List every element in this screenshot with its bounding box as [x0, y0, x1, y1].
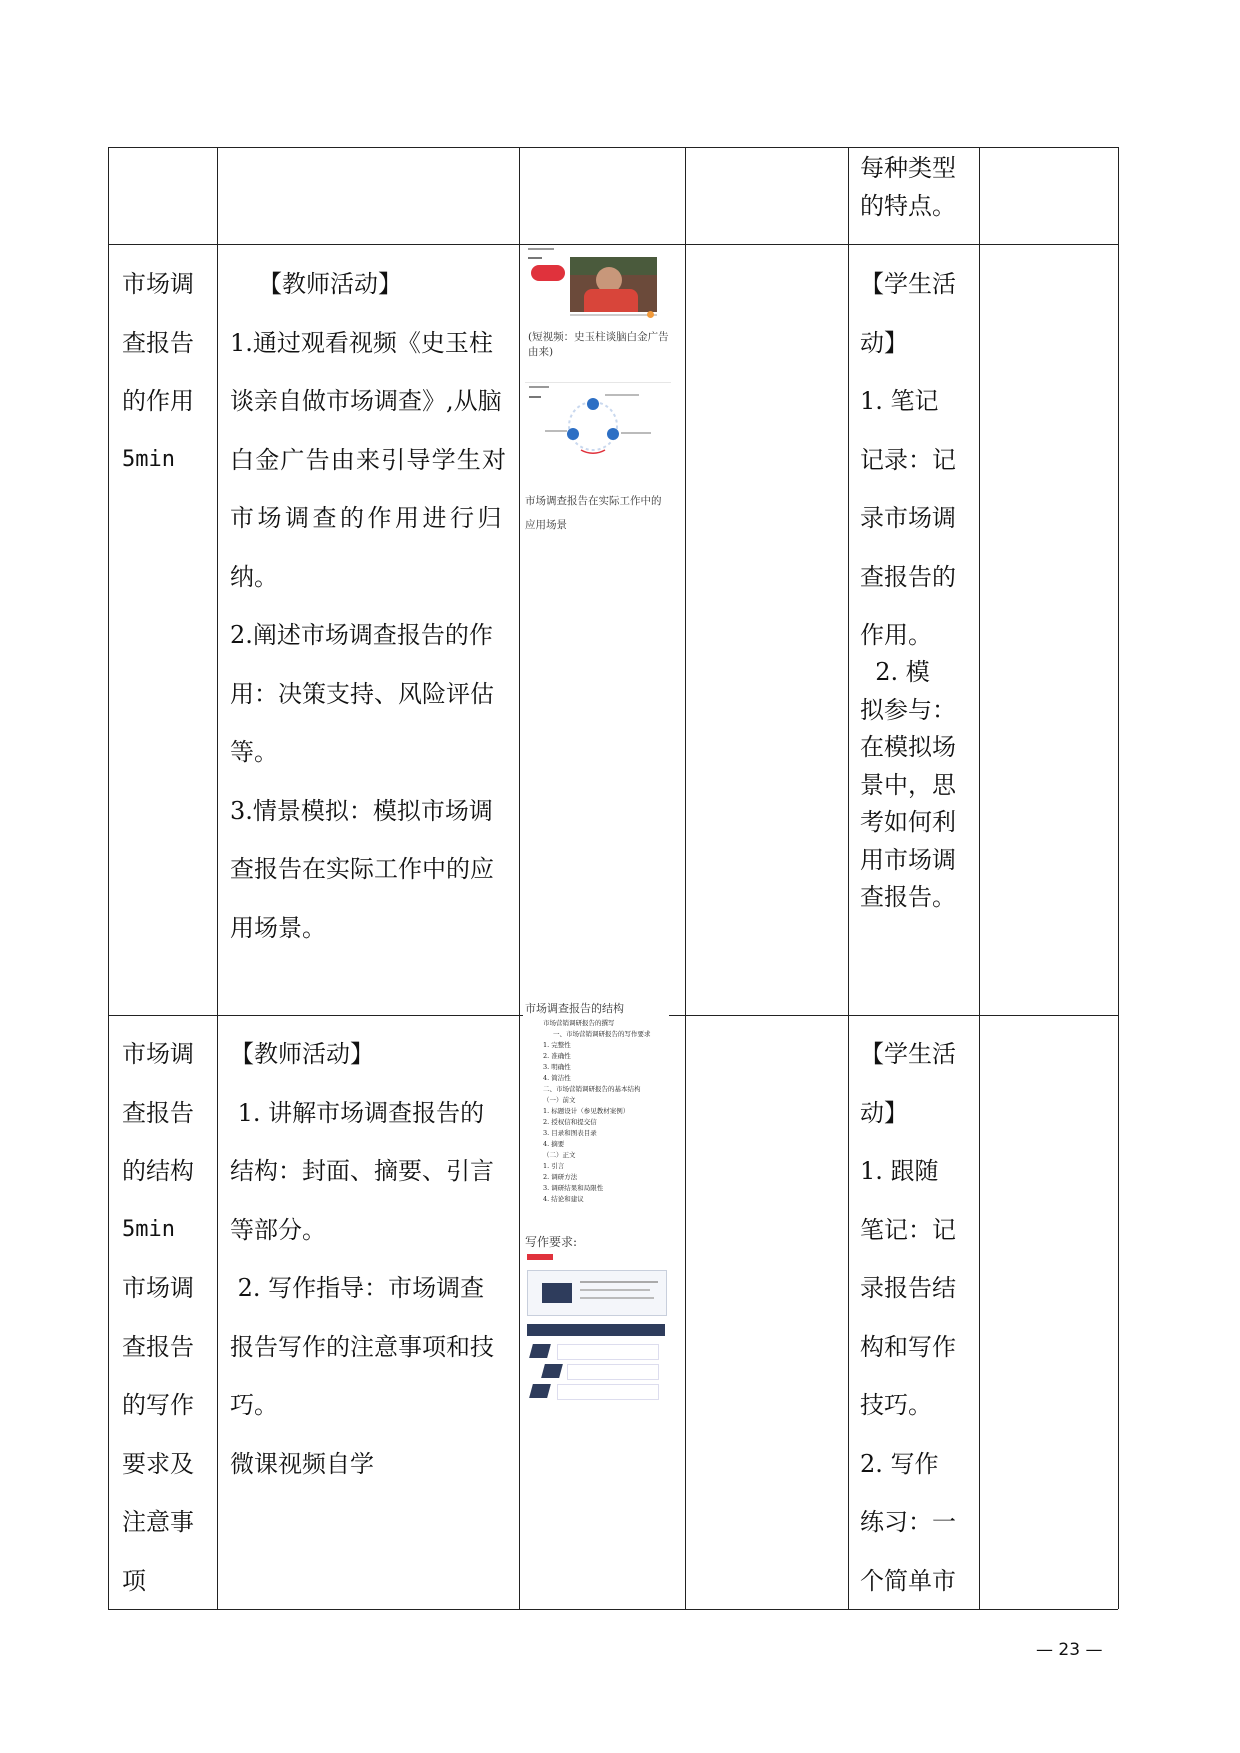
- text-line: 作用。: [860, 621, 932, 649]
- table-rule: [848, 147, 849, 1609]
- outline-line: 3. 明确性: [543, 1063, 571, 1071]
- text-line: 巧。: [230, 1391, 278, 1419]
- text-line: 构和写作: [860, 1332, 956, 1361]
- outline-line: 4. 结论和建议: [543, 1195, 584, 1203]
- text-line: 考如何利: [860, 808, 956, 836]
- writing-slide-thumbnail: [523, 1252, 669, 1402]
- text-line: 2. 模: [860, 658, 930, 686]
- text-line: 录报告结: [860, 1274, 956, 1302]
- text-line: 用场景。: [230, 913, 326, 942]
- text-line: 景中，思: [860, 770, 956, 799]
- structure-doc-thumbnail: [523, 1000, 669, 1218]
- outline-line: 2. 授权信和提交信: [543, 1118, 597, 1126]
- text-line: 查报告: [122, 328, 194, 357]
- text-line: 1. 笔记: [860, 387, 939, 415]
- caption-line: (短视频：史玉柱谈脑白金广告: [528, 331, 669, 343]
- student-activity-cell: [860, 150, 956, 225]
- text-line: 1. 讲解市场调查报告的: [230, 1098, 485, 1127]
- video-frame: [570, 257, 657, 312]
- outline-line: 1. 引言: [543, 1162, 565, 1170]
- outline-line: 1. 标题设计（参见教材案例）: [543, 1107, 630, 1115]
- text-line: 纳。: [230, 562, 278, 591]
- text-line: 查报告。: [860, 883, 956, 911]
- text-line: 查报告在实际工作中的应: [230, 855, 494, 883]
- table-rule: [1118, 147, 1119, 1609]
- text-line: 用：决策支持、风险评估: [230, 679, 494, 708]
- text-line: 等部分。: [230, 1215, 326, 1244]
- video-play-dot: [647, 311, 654, 318]
- teacher-heading: 【教师活动】: [230, 1040, 374, 1068]
- text-line: 白金广告由来引导学生对: [230, 445, 508, 474]
- duration-label: 5min: [122, 446, 175, 472]
- text-line: 市场调: [122, 1274, 194, 1302]
- text-line: 的特点。: [860, 191, 956, 220]
- table-rule: [108, 1609, 1118, 1610]
- text-line: 笔记：记: [860, 1215, 956, 1244]
- video-slide-thumbnail: [525, 245, 671, 325]
- teacher-activity-cell: [230, 255, 507, 957]
- table-rule: [979, 147, 980, 1609]
- writing-slide-title: 写作要求:: [525, 1235, 578, 1249]
- outline-line: （一）前文: [543, 1096, 576, 1104]
- table-rule: [108, 147, 1118, 148]
- text-line: 【学生活: [860, 270, 956, 298]
- text-line: 报告写作的注意事项和技: [230, 1332, 494, 1361]
- text-line: 查报告: [122, 1332, 194, 1361]
- text-line: 项: [122, 1566, 146, 1595]
- outline-line: 3. 调研结果和局限性: [543, 1184, 604, 1192]
- speaker-body: [584, 289, 638, 312]
- slide-highlight-badge: [531, 265, 565, 281]
- text-line: 要求及: [122, 1449, 194, 1478]
- student-activity-cell: [860, 1025, 956, 1610]
- student-activity-cell: [860, 255, 956, 665]
- text-line: 谈亲自做市场调查》,从脑: [230, 387, 502, 415]
- outline-line: 4. 简洁性: [543, 1074, 571, 1082]
- text-line: 3.情景模拟：模拟市场调: [230, 796, 493, 825]
- student-activity-cell-continued: [860, 654, 956, 917]
- outline-line: 3. 目录和图表目录: [543, 1129, 597, 1137]
- outline-line: 2. 调研方法: [543, 1173, 578, 1181]
- slide-banner: [527, 1324, 665, 1336]
- outline-line: 一、市场营销调研报告的写作要求: [553, 1030, 651, 1038]
- text-line: 个简单市: [860, 1566, 956, 1595]
- scenario-cycle-diagram: [545, 390, 655, 458]
- text-line: 市场调: [122, 1040, 194, 1068]
- text-line: 每种类型: [860, 154, 956, 182]
- caption-line: 由来): [528, 346, 554, 358]
- text-line: 查报告: [122, 1098, 194, 1127]
- text-line: 2. 写作指导：市场调查: [230, 1274, 485, 1302]
- table-rule: [685, 147, 686, 1609]
- text-line: 注意事: [122, 1508, 194, 1536]
- table-rule: [217, 147, 218, 1609]
- text-line: 结构：封面、摘要、引言: [230, 1157, 494, 1185]
- duration-label: 5min: [122, 1216, 175, 1242]
- outline-line: 4. 摘要: [543, 1140, 565, 1148]
- caption-line: 市场调查报告在实际工作中的: [525, 495, 662, 507]
- text-line: 市场调: [122, 270, 194, 298]
- text-line: 技巧。: [860, 1391, 932, 1419]
- table-rule: [108, 147, 109, 1609]
- text-line: 的结构: [122, 1157, 194, 1185]
- text-line: 【学生活: [860, 1040, 956, 1068]
- teacher-activity-cell: [230, 1025, 494, 1493]
- slide-logo-mark: [527, 1254, 553, 1260]
- slide-title-line: [528, 248, 554, 250]
- outline-line: （二）正文: [543, 1151, 576, 1159]
- text-line: 2. 写作: [860, 1449, 939, 1478]
- scenario-caption: [525, 489, 662, 537]
- slide-subtitle-line: [528, 257, 542, 259]
- text-line: 查报告的: [860, 562, 956, 591]
- text-line: 动】: [860, 328, 908, 357]
- text-line: 等。: [230, 738, 278, 766]
- doc-outline: [543, 1018, 651, 1205]
- text-line: 市场调查的作用进行归: [230, 504, 505, 532]
- text-line: 记录：记: [860, 445, 956, 474]
- stage-cell: [122, 255, 194, 489]
- text-line: 拟参与：: [860, 695, 956, 724]
- text-line: 2.阐述市场调查报告的作: [230, 621, 493, 649]
- caption-line: 应用场景: [525, 519, 567, 531]
- text-line: 的作用: [122, 387, 194, 415]
- teacher-heading: 【教师活动】: [258, 270, 402, 298]
- text-line: 1. 跟随: [860, 1157, 939, 1185]
- video-caption: [528, 330, 669, 360]
- page-number: — 23 —: [1036, 1640, 1103, 1660]
- text-line: 1.通过观看视频《史玉柱: [230, 328, 493, 357]
- text-line: 练习：一: [860, 1508, 956, 1536]
- outline-line: 市场营销调研报告的撰写: [543, 1019, 615, 1027]
- slide-content-box: [527, 1270, 667, 1316]
- thumbnail-title: 市场调查报告的结构: [525, 1002, 624, 1015]
- text-line: 录市场调: [860, 504, 956, 532]
- outline-line: 1. 完整性: [543, 1041, 571, 1049]
- outline-line: 2. 准确性: [543, 1052, 571, 1060]
- video-progress-track: [570, 314, 657, 316]
- text-line: 在模拟场: [860, 733, 956, 761]
- text-line: 动】: [860, 1098, 908, 1127]
- text-line: 微课视频自学: [230, 1449, 374, 1478]
- stage-cell: [122, 1025, 194, 1610]
- outline-line: 二、市场营销调研报告的基本结构: [543, 1085, 641, 1093]
- text-line: 用市场调: [860, 845, 956, 874]
- table-rule: [519, 147, 520, 1609]
- scenario-slide-thumbnail: [525, 378, 671, 458]
- text-line: 的写作: [122, 1391, 194, 1419]
